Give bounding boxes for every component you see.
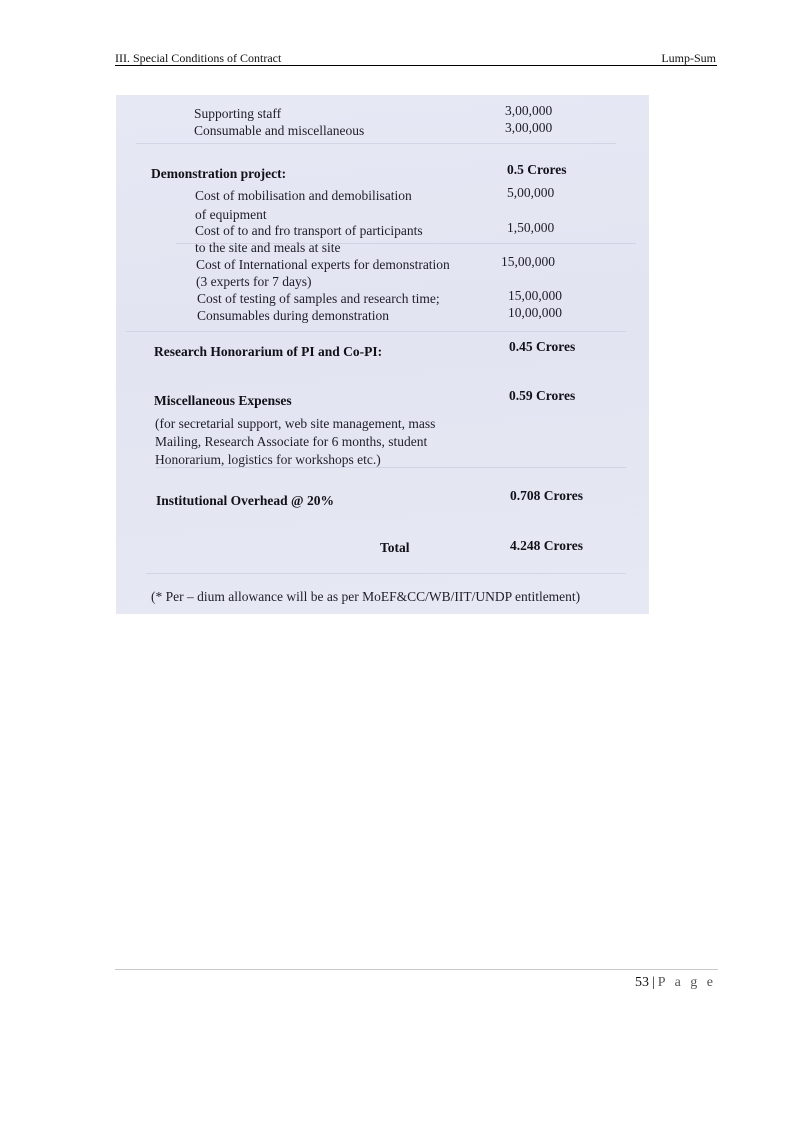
honorarium-total: 0.45 Crores	[509, 339, 576, 354]
header-rule	[115, 65, 717, 66]
page-word: P a g e	[657, 975, 716, 990]
footer-rule	[115, 969, 718, 970]
consumables-label: Consumable and miscellaneous	[194, 123, 365, 138]
demo-item-label: (3 experts for 7 days)	[196, 274, 312, 289]
grand-total-value: 4.248 Crores	[510, 538, 583, 553]
demo-item-label: Consumables during demonstration	[197, 308, 389, 323]
demo-item-label: Cost of to and fro transport of participants	[195, 223, 423, 238]
demo-item-label: Cost of mobilisation and demobilisation	[195, 188, 412, 203]
demo-item-value: 15,00,000	[501, 254, 555, 269]
supporting-staff-value: 3,00,000	[505, 103, 553, 118]
supporting-staff-label: Supporting staff	[194, 106, 282, 121]
grand-total-label: Total	[380, 540, 410, 555]
demonstration-heading: Demonstration project:	[151, 166, 287, 181]
demonstration-total: 0.5 Crores	[507, 162, 567, 177]
demo-item-value: 1,50,000	[507, 220, 555, 235]
scan-texture	[146, 573, 626, 574]
scanned-budget-image	[116, 95, 649, 614]
demo-item-label: to the site and meals at site	[195, 240, 341, 255]
misc-description-line: (for secretarial support, web site management, mass	[155, 416, 436, 431]
honorarium-heading: Research Honorarium of PI and Co-PI:	[154, 344, 383, 359]
scan-texture	[136, 143, 616, 144]
page-number: 53	[634, 975, 649, 990]
overhead-heading: Institutional Overhead @ 20%	[156, 493, 334, 508]
per-diem-note: (* Per – dium allowance will be as per MoEF&CC/WB/IIT/UNDP entitlement)	[151, 589, 581, 604]
overhead-total: 0.708 Crores	[510, 488, 583, 503]
scan-texture	[126, 331, 626, 332]
scan-texture	[156, 467, 626, 468]
demo-item-value: 5,00,000	[507, 185, 555, 200]
misc-total: 0.59 Crores	[509, 388, 576, 403]
page-footer	[635, 974, 716, 992]
consumables-value: 3,00,000	[505, 120, 553, 135]
demo-item-label: Cost of International experts for demonstration	[196, 257, 450, 272]
misc-heading: Miscellaneous Expenses	[154, 393, 292, 408]
header-contract-type: Lump-Sum	[661, 51, 716, 65]
demo-item-value: 10,00,000	[508, 305, 562, 320]
demo-item-label: of equipment	[195, 207, 267, 222]
header-section-title: III. Special Conditions of Contract	[115, 51, 282, 65]
misc-description-line: Honorarium, logistics for workshops etc.)	[155, 452, 381, 467]
misc-description-line: Mailing, Research Associate for 6 months, student	[155, 434, 428, 449]
footer-separator: |	[651, 975, 655, 990]
demo-item-label: Cost of testing of samples and research time;	[197, 291, 440, 306]
demo-item-value: 15,00,000	[508, 288, 562, 303]
